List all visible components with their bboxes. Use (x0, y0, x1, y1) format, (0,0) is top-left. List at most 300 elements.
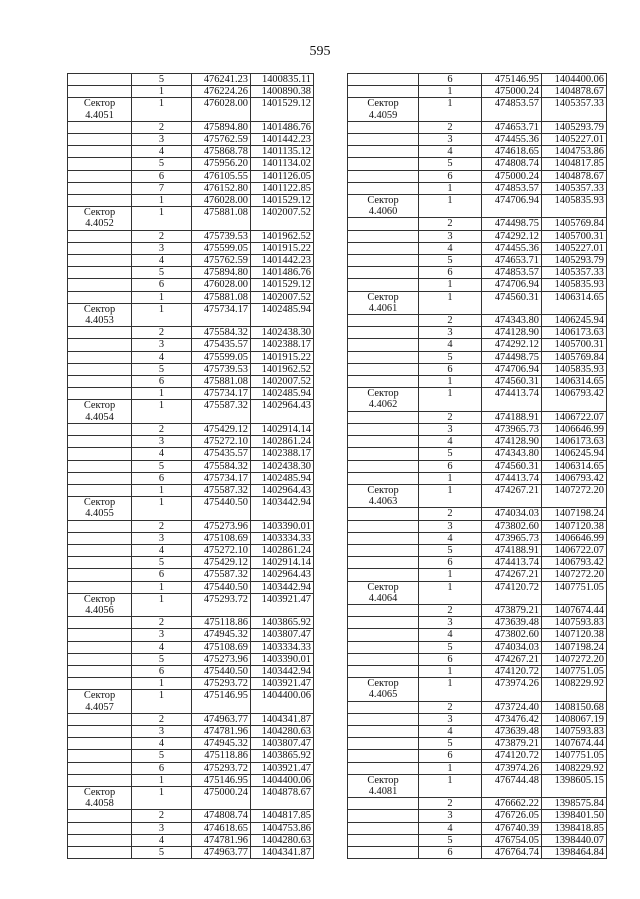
coordinate-x: 476028.00 (192, 195, 251, 207)
coordinate-y: 1402485.94 (251, 303, 314, 326)
table-row (348, 327, 607, 339)
sector-cell-empty (348, 436, 419, 448)
coordinate-x: 476662.22 (482, 798, 542, 810)
coordinate-y: 1405293.79 (542, 255, 607, 267)
point-number: 1 (419, 581, 482, 604)
table-row (348, 617, 607, 629)
table-row (68, 557, 314, 569)
coordinate-y: 1401134.02 (251, 158, 314, 170)
coordinate-x: 475435.57 (192, 448, 251, 460)
coordinate-x: 476726.05 (482, 810, 542, 822)
sector-cell-empty (68, 834, 132, 846)
coordinate-y: 1404753.86 (251, 822, 314, 834)
coordinate-x: 475000.24 (482, 170, 542, 182)
table-row (68, 303, 314, 326)
point-number: 5 (132, 158, 192, 170)
table-row (68, 86, 314, 98)
point-number: 6 (132, 279, 192, 291)
coordinate-x: 474853.57 (482, 182, 542, 194)
point-number: 4 (419, 629, 482, 641)
sector-code: 4.4062 (368, 399, 398, 411)
table-row (68, 158, 314, 170)
coordinate-y: 1407272.20 (542, 653, 607, 665)
coordinate-y: 1404341.87 (251, 847, 314, 859)
table-row (348, 146, 607, 158)
coordinate-y: 1406314.65 (542, 376, 607, 388)
sector-code: 4.4051 (85, 109, 114, 121)
table-row (68, 544, 314, 556)
coordinate-y: 1408229.92 (542, 678, 607, 701)
coordinate-y: 1405227.01 (542, 134, 607, 146)
table-row (68, 472, 314, 484)
sector-cell-empty (348, 508, 419, 520)
table-row (68, 738, 314, 750)
coordinate-y: 1405357.33 (542, 182, 607, 194)
coordinate-y: 1406245.94 (542, 315, 607, 327)
sector-word: Сектор (83, 207, 116, 219)
coordinate-y: 1406646.99 (542, 423, 607, 435)
coordinate-y: 1403865.92 (251, 617, 314, 629)
point-number: 4 (132, 544, 192, 556)
sector-cell-empty (348, 822, 419, 834)
coordinate-y: 1406646.99 (542, 532, 607, 544)
coordinates-table-right (347, 73, 607, 859)
sector-cell-empty (348, 448, 419, 460)
sector-cell-empty (68, 363, 132, 375)
sector-cell-empty (348, 86, 419, 98)
table-row (348, 810, 607, 822)
table-row (68, 847, 314, 859)
sector-cell-empty (348, 701, 419, 713)
point-number: 2 (419, 604, 482, 616)
table-row (68, 484, 314, 496)
sector-cell-empty (68, 146, 132, 158)
table-row (68, 207, 314, 230)
coordinate-y: 1406314.65 (542, 291, 607, 314)
sector-cell-empty (348, 738, 419, 750)
point-number: 2 (132, 617, 192, 629)
coordinate-y: 1402861.24 (251, 436, 314, 448)
sector-code: 4.4053 (85, 315, 114, 327)
coordinate-y: 1398401.50 (542, 810, 607, 822)
coordinate-y: 1407272.20 (542, 484, 607, 507)
sector-label-cell (68, 593, 132, 616)
coordinate-x: 475587.32 (192, 569, 251, 581)
point-number: 5 (132, 74, 192, 86)
sector-cell-empty (348, 182, 419, 194)
table-row (348, 279, 607, 291)
coordinate-y: 1404400.06 (251, 774, 314, 786)
coordinate-x: 475734.17 (192, 472, 251, 484)
point-number: 5 (132, 267, 192, 279)
sector-cell-empty (68, 460, 132, 472)
coordinate-y: 1405357.33 (542, 267, 607, 279)
table-row (348, 701, 607, 713)
coordinate-x: 474560.31 (482, 291, 542, 314)
coordinate-x: 474455.36 (482, 134, 542, 146)
coordinate-x: 475587.32 (192, 400, 251, 423)
sector-code: 4.4052 (85, 218, 114, 230)
point-number: 1 (132, 581, 192, 593)
coordinate-y: 1404341.87 (251, 713, 314, 725)
sector-cell-empty (348, 725, 419, 737)
coordinate-y: 1406793.42 (542, 557, 607, 569)
coordinate-x: 476152.80 (192, 182, 251, 194)
point-number: 2 (419, 798, 482, 810)
coordinate-x: 475000.24 (192, 786, 251, 809)
point-number: 1 (419, 484, 482, 507)
point-number: 5 (132, 363, 192, 375)
sector-code: 4.4064 (368, 592, 398, 604)
table-row (68, 230, 314, 242)
coordinate-y: 1403865.92 (251, 750, 314, 762)
coordinate-x: 476105.55 (192, 170, 251, 182)
table-row (348, 255, 607, 267)
table-row (68, 291, 314, 303)
point-number: 1 (419, 762, 482, 774)
sector-code: 4.4056 (85, 604, 114, 616)
coordinate-x: 474853.57 (482, 98, 542, 121)
table-row (348, 423, 607, 435)
sector-label-cell (348, 74, 419, 86)
coordinate-x: 475587.32 (192, 484, 251, 496)
coordinate-y: 1407198.24 (542, 508, 607, 520)
table-row (68, 255, 314, 267)
sector-cell-empty (68, 629, 132, 641)
coordinate-x: 475146.95 (482, 74, 542, 86)
coordinate-x: 475739.53 (192, 363, 251, 375)
sector-code: 4.4054 (85, 411, 114, 423)
coordinate-y: 1398440.07 (542, 834, 607, 846)
coordinate-x: 473802.60 (482, 520, 542, 532)
coordinate-y: 1404753.86 (542, 146, 607, 158)
coordinate-x: 474560.31 (482, 376, 542, 388)
point-number: 1 (132, 86, 192, 98)
table-row (348, 750, 607, 762)
table-row (68, 520, 314, 532)
point-number: 3 (132, 436, 192, 448)
table-row (68, 678, 314, 690)
table-row (348, 170, 607, 182)
point-number: 1 (419, 98, 482, 121)
coordinate-y: 1403442.94 (251, 665, 314, 677)
coordinate-y: 1404878.67 (251, 786, 314, 809)
coordinate-x: 474781.96 (192, 834, 251, 846)
coordinate-x: 474267.21 (482, 653, 542, 665)
coordinate-y: 1403921.47 (251, 678, 314, 690)
table-row (348, 74, 607, 86)
sector-cell-empty (68, 327, 132, 339)
table-row (348, 798, 607, 810)
sector-cell-empty (68, 641, 132, 653)
sector-label-cell (348, 774, 419, 797)
coordinate-x: 474853.57 (482, 267, 542, 279)
coordinate-y: 1407751.05 (542, 581, 607, 604)
coordinate-y: 1406173.63 (542, 436, 607, 448)
coordinate-x: 474945.32 (192, 738, 251, 750)
sector-cell-empty (348, 750, 419, 762)
point-number: 5 (419, 834, 482, 846)
point-number: 3 (419, 327, 482, 339)
coordinate-y: 1401915.22 (251, 351, 314, 363)
coordinate-y: 1407120.38 (542, 629, 607, 641)
sector-label-cell (68, 400, 132, 423)
table-row (68, 363, 314, 375)
coordinate-y: 1407120.38 (542, 520, 607, 532)
table-row (68, 339, 314, 351)
point-number: 5 (419, 351, 482, 363)
coordinate-x: 476028.00 (192, 279, 251, 291)
point-number: 1 (132, 774, 192, 786)
point-number: 1 (419, 569, 482, 581)
sector-word: Сектор (83, 303, 116, 315)
coordinate-x: 473974.26 (482, 678, 542, 701)
coordinate-y: 1403334.33 (251, 641, 314, 653)
point-number: 3 (132, 725, 192, 737)
sector-cell-empty (348, 641, 419, 653)
sector-cell-empty (348, 629, 419, 641)
coordinate-y: 1405835.93 (542, 279, 607, 291)
coordinate-x: 474128.90 (482, 327, 542, 339)
table-row (68, 327, 314, 339)
coordinate-x: 474343.80 (482, 315, 542, 327)
point-number: 5 (419, 255, 482, 267)
point-number: 1 (419, 678, 482, 701)
coordinate-y: 1398575.84 (542, 798, 607, 810)
table-row (348, 267, 607, 279)
point-number: 1 (132, 207, 192, 230)
coordinate-x: 475440.50 (192, 497, 251, 520)
sector-cell-empty (68, 665, 132, 677)
point-number: 3 (419, 617, 482, 629)
coordinate-y: 1408150.68 (542, 701, 607, 713)
coordinate-x: 475894.80 (192, 267, 251, 279)
sector-cell-empty (68, 267, 132, 279)
sector-cell-empty (348, 351, 419, 363)
table-row (68, 532, 314, 544)
coordinate-x: 474808.74 (192, 810, 251, 822)
point-number: 1 (419, 388, 482, 411)
table-row (348, 762, 607, 774)
point-number: 1 (419, 291, 482, 314)
coordinate-y: 1401962.52 (251, 230, 314, 242)
sector-label-cell (68, 303, 132, 326)
table-row (68, 641, 314, 653)
sector-cell-empty (68, 725, 132, 737)
coordinate-y: 1402007.52 (251, 207, 314, 230)
coordinate-x: 475108.69 (192, 532, 251, 544)
coordinate-y: 1401529.12 (251, 98, 314, 121)
table-row (68, 388, 314, 400)
table-row (348, 604, 607, 616)
sector-label-cell (348, 581, 419, 604)
coordinate-x: 473476.42 (482, 713, 542, 725)
coordinate-y: 1407198.24 (542, 641, 607, 653)
point-number: 3 (132, 242, 192, 254)
sector-cell-empty (68, 810, 132, 822)
coordinate-y: 1403390.01 (251, 520, 314, 532)
sector-cell-empty (68, 291, 132, 303)
table-row (68, 569, 314, 581)
coordinate-y: 1402007.52 (251, 376, 314, 388)
coordinate-y: 1403442.94 (251, 581, 314, 593)
coordinate-x: 474653.71 (482, 121, 542, 133)
sector-cell-empty (68, 847, 132, 859)
coordinate-x: 475440.50 (192, 665, 251, 677)
sector-cell-empty (68, 242, 132, 254)
coordinate-y: 1403390.01 (251, 653, 314, 665)
sector-word: Сектор (83, 98, 116, 110)
coordinate-x: 475762.59 (192, 255, 251, 267)
coordinate-y: 1401915.22 (251, 242, 314, 254)
point-number: 6 (419, 653, 482, 665)
point-number: 4 (419, 242, 482, 254)
coordinate-x: 474188.91 (482, 411, 542, 423)
sector-cell-empty (348, 363, 419, 375)
coordinate-x: 474343.80 (482, 448, 542, 460)
coordinate-y: 1401486.76 (251, 267, 314, 279)
sector-cell-empty (68, 134, 132, 146)
sector-label-cell (68, 786, 132, 809)
table-row (68, 690, 314, 713)
coordinate-y: 1405769.84 (542, 218, 607, 230)
coordinate-x: 474706.94 (482, 363, 542, 375)
coordinate-x: 475429.12 (192, 557, 251, 569)
point-number: 6 (419, 74, 482, 86)
coordinate-y: 1402964.43 (251, 569, 314, 581)
sector-code: 4.4063 (368, 496, 398, 508)
sector-cell-empty (348, 798, 419, 810)
coordinate-y: 1405700.31 (542, 230, 607, 242)
sector-label-cell (348, 388, 419, 411)
coordinate-x: 475881.08 (192, 376, 251, 388)
coordinate-y: 1403334.33 (251, 532, 314, 544)
point-number: 6 (132, 665, 192, 677)
coordinate-x: 474267.21 (482, 484, 542, 507)
coordinate-y: 1404400.06 (251, 690, 314, 713)
table-row (348, 291, 607, 314)
sector-cell-empty (348, 218, 419, 230)
coordinate-x: 474963.77 (192, 713, 251, 725)
sector-cell-empty (348, 339, 419, 351)
sector-label-cell (348, 98, 419, 121)
table-row (348, 629, 607, 641)
coordinate-x: 474034.03 (482, 641, 542, 653)
sector-cell-empty (68, 557, 132, 569)
point-number: 1 (419, 182, 482, 194)
sector-cell-empty (348, 569, 419, 581)
table-row (68, 629, 314, 641)
table-row (348, 460, 607, 472)
table-row (348, 351, 607, 363)
point-number: 5 (132, 557, 192, 569)
coordinate-x: 475146.95 (192, 690, 251, 713)
point-number: 1 (419, 774, 482, 797)
sector-cell-empty (68, 569, 132, 581)
table-row (348, 713, 607, 725)
table-row (348, 484, 607, 507)
coordinate-x: 474120.72 (482, 750, 542, 762)
table-row (68, 279, 314, 291)
sector-cell-empty (68, 376, 132, 388)
coordinate-y: 1398605.15 (542, 774, 607, 797)
table-row (348, 86, 607, 98)
coordinate-y: 1404280.63 (251, 725, 314, 737)
point-number: 4 (419, 436, 482, 448)
coordinate-y: 1406173.63 (542, 327, 607, 339)
coordinate-y: 1402388.17 (251, 448, 314, 460)
sector-label-cell (68, 207, 132, 230)
table-row (348, 544, 607, 556)
coordinate-y: 1404280.63 (251, 834, 314, 846)
sector-cell-empty (348, 810, 419, 822)
point-number: 6 (419, 750, 482, 762)
coordinate-x: 473802.60 (482, 629, 542, 641)
point-number: 2 (132, 520, 192, 532)
coordinate-y: 1403807.47 (251, 738, 314, 750)
sector-label-cell (348, 678, 419, 701)
coordinate-y: 1398464.84 (542, 847, 607, 859)
table-row (348, 182, 607, 194)
point-number: 1 (132, 303, 192, 326)
table-row (68, 74, 314, 86)
coordinate-x: 474781.96 (192, 725, 251, 737)
sector-word: Сектор (367, 291, 399, 303)
table-row (348, 822, 607, 834)
point-number: 1 (132, 98, 192, 121)
coordinate-y: 1405835.93 (542, 363, 607, 375)
coordinate-y: 1402438.30 (251, 327, 314, 339)
coordinate-y: 1408067.19 (542, 713, 607, 725)
coordinate-y: 1404817.85 (542, 158, 607, 170)
sector-cell-empty (68, 339, 132, 351)
right-table-body (348, 74, 607, 859)
sector-cell-empty (348, 327, 419, 339)
point-number: 1 (132, 690, 192, 713)
sector-cell-empty (348, 230, 419, 242)
coordinate-x: 473974.26 (482, 762, 542, 774)
coordinate-x: 475440.50 (192, 581, 251, 593)
sector-word: Сектор (367, 774, 399, 786)
coordinate-y: 1407593.83 (542, 725, 607, 737)
point-number: 7 (132, 182, 192, 194)
coordinate-y: 1407272.20 (542, 569, 607, 581)
table-row (68, 834, 314, 846)
table-row (68, 267, 314, 279)
point-number: 3 (132, 532, 192, 544)
sector-cell-empty (348, 255, 419, 267)
coordinate-x: 476224.26 (192, 86, 251, 98)
point-number: 1 (132, 400, 192, 423)
coordinate-y: 1407674.44 (542, 604, 607, 616)
coordinate-y: 1402438.30 (251, 460, 314, 472)
point-number: 6 (419, 363, 482, 375)
table-row (68, 423, 314, 435)
point-number: 5 (132, 460, 192, 472)
point-number: 6 (419, 267, 482, 279)
point-number: 4 (132, 351, 192, 363)
coordinate-x: 474120.72 (482, 665, 542, 677)
coordinate-y: 1401442.23 (251, 255, 314, 267)
table-row (348, 436, 607, 448)
coordinate-x: 473965.73 (482, 423, 542, 435)
coordinate-x: 476241.23 (192, 74, 251, 86)
point-number: 2 (132, 713, 192, 725)
coordinate-x: 474034.03 (482, 508, 542, 520)
sector-label-cell (68, 690, 132, 713)
coordinate-x: 475734.17 (192, 303, 251, 326)
table-row (68, 822, 314, 834)
